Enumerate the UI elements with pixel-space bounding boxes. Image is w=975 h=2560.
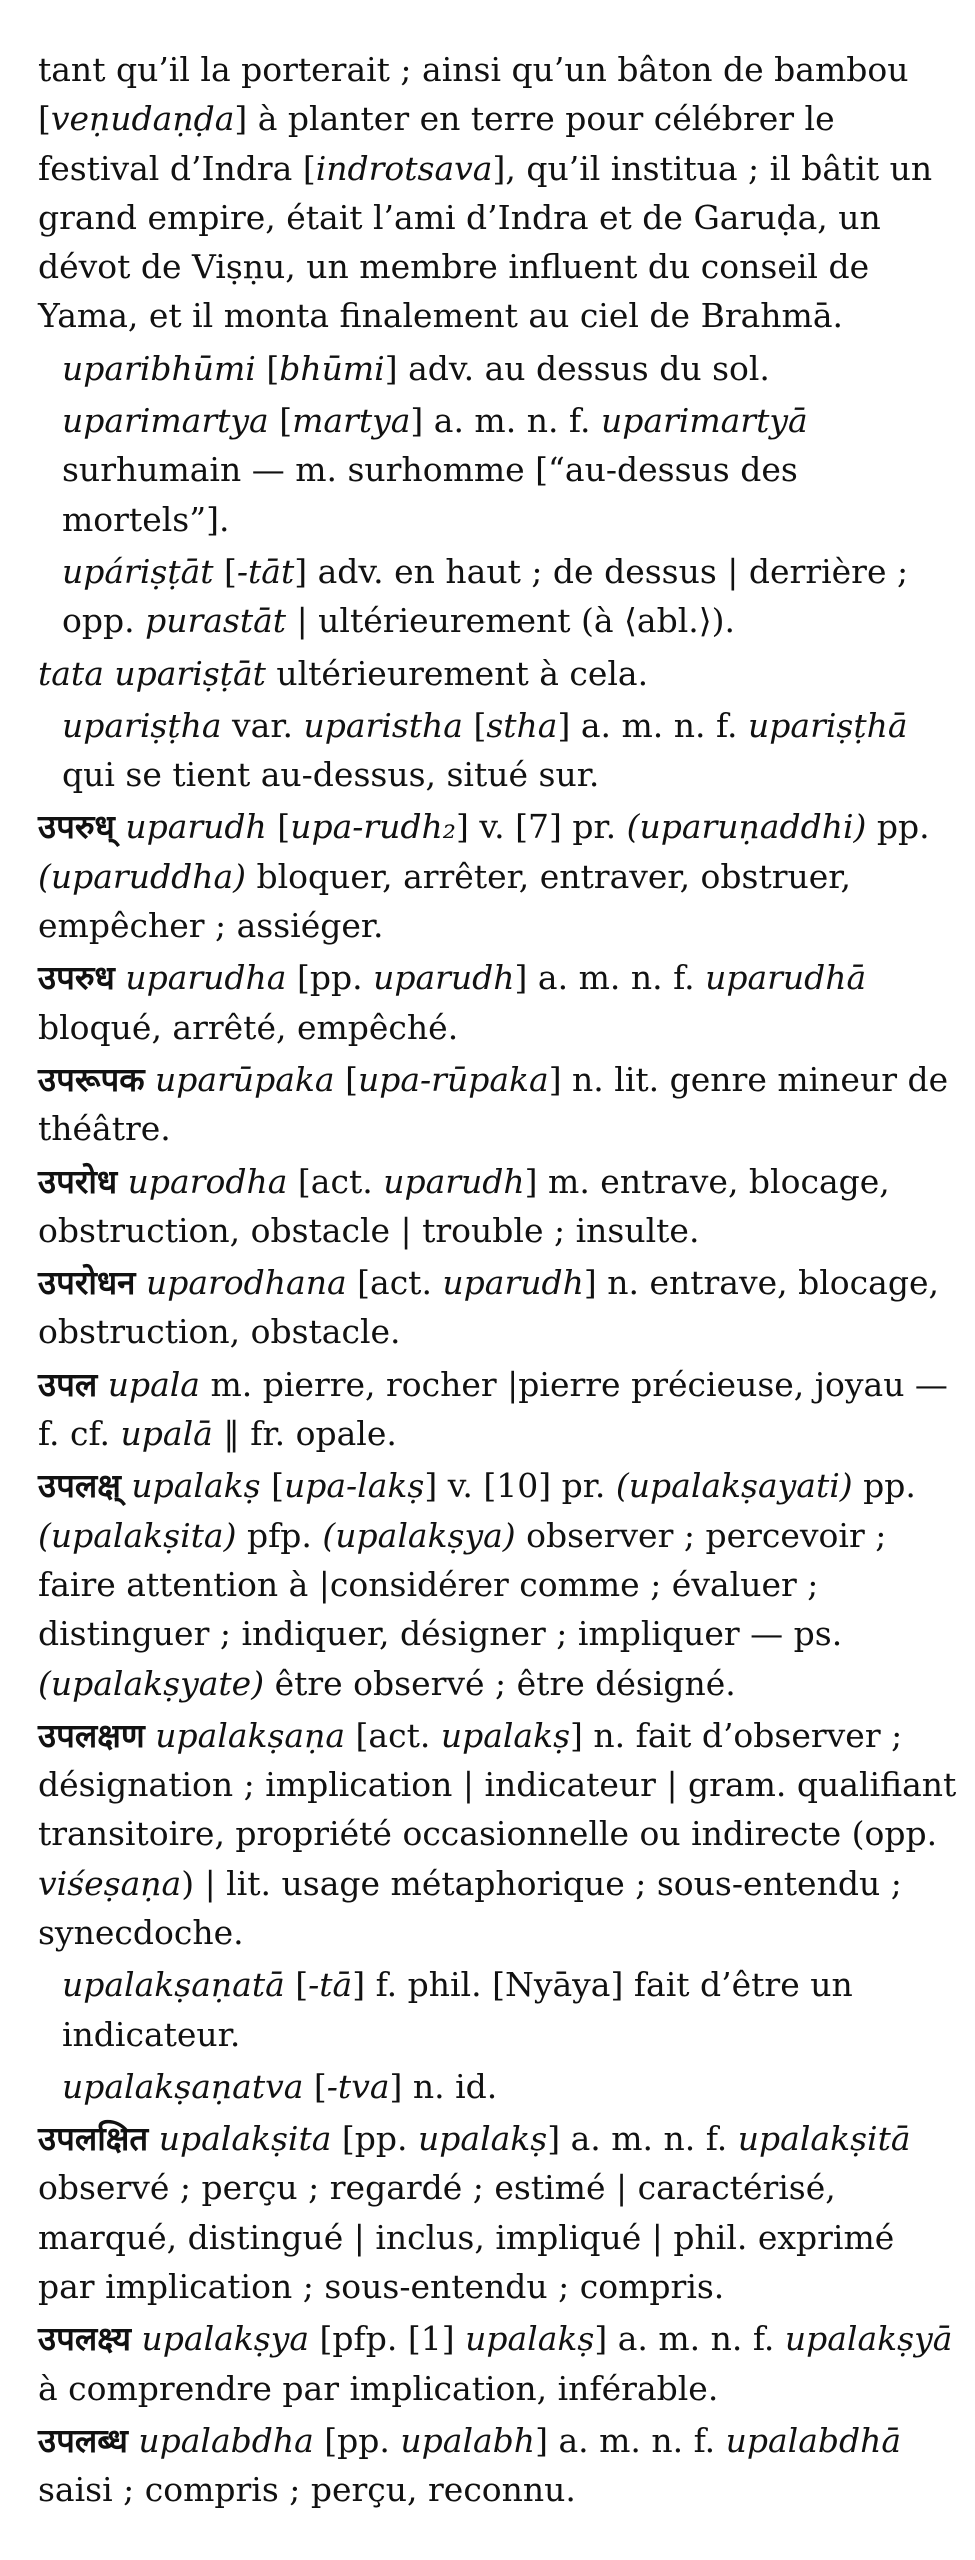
italic-term: upalakṣitā xyxy=(737,2119,911,2159)
definition-text: [ xyxy=(334,1059,358,1099)
italic-term: upalakṣyā xyxy=(784,2319,953,2359)
definition-text: observer ; percevoir ; faire attention à |considérer comme ; évaluer ; distinguer ; indiquer, désigner ; impliquer — ps. xyxy=(38,1515,887,1654)
dictionary-entry xyxy=(38,1360,961,1459)
definition-text: ] n. id. xyxy=(389,2066,498,2106)
italic-term: uparudha xyxy=(114,958,287,998)
italic-term: upalakṣita xyxy=(148,2119,332,2159)
italic-term: upalakṣaṇa xyxy=(144,1715,346,1755)
italic-term: upalakṣ xyxy=(465,2319,595,2359)
italic-term: uparimartyā xyxy=(600,401,808,441)
definition-text: [ xyxy=(303,2066,327,2106)
definition-text: [act. xyxy=(345,1715,441,1755)
definition-text: bloqué, arrêté, empêché. xyxy=(38,1007,459,1047)
definition-text: pfp. xyxy=(236,1515,323,1555)
italic-term: indrotsava xyxy=(315,148,493,188)
definition-text: [ xyxy=(266,807,291,847)
headword-devanagari: उपरुध xyxy=(38,958,115,998)
italic-term: upalakṣaṇatva xyxy=(62,2066,304,2106)
italic-term: uparodha xyxy=(117,1161,288,1201)
definition-text: tant qu’il la porterait ; ainsi qu’un bâton de bambou [ xyxy=(38,50,909,139)
dictionary-entry xyxy=(38,1055,961,1154)
italic-term: (upalakṣayati) xyxy=(615,1466,853,1506)
definition-text: observé ; perçu ; regardé ; estimé | caractérisé, marqué, distingué | inclus, impliqué | phil. exprimé par implication ; sous-entendu ; compris. xyxy=(38,2168,895,2307)
italic-term: uparudh xyxy=(373,958,515,998)
definition-text: ] a. m. n. f. xyxy=(594,2319,785,2359)
headword-devanagari: उपलक्षण xyxy=(38,1715,145,1755)
italic-term: -tāt xyxy=(236,551,295,591)
italic-term: (upalakṣita) xyxy=(38,1515,237,1555)
headword-devanagari: उपलक्ष् xyxy=(38,1466,121,1506)
definition-text: [pp. xyxy=(331,2119,419,2159)
definition-text: ] a. m. n. f. xyxy=(410,401,601,441)
definition-text: ], qu’il institua ; il bâtit un grand empire, était l’ami d’Indra et de Garuḍa, un dévot de Viṣṇu, un membre influent du conseil de Yama, et il monta finalement au ciel de Brahmā. xyxy=(38,148,933,336)
definition-text: | ultérieurement (à ⟨abl.⟩). xyxy=(286,601,736,641)
definition-text: ] m. entrave, blocage, obstruction, obstacle | trouble ; insulte. xyxy=(38,1161,890,1250)
italic-term: upariṣṭha xyxy=(62,705,222,745)
italic-term: upa-lakṣ xyxy=(283,1466,425,1506)
definition-text: ‖ fr. opale. xyxy=(212,1414,397,1454)
definition-text: qui se tient au-dessus, situé sur. xyxy=(62,755,600,795)
headword-devanagari: उपरोधन xyxy=(38,1263,136,1303)
definition-text: ) | lit. usage métaphorique ; sous-entendu ; synecdoche. xyxy=(38,1863,902,1952)
entry-list xyxy=(38,45,961,2515)
italic-term: upalā xyxy=(120,1414,213,1454)
dictionary-entry xyxy=(38,45,961,341)
definition-text: ] n. entrave, blocage, obstruction, obstacle. xyxy=(38,1263,939,1352)
italic-term: upalakṣya xyxy=(131,2319,310,2359)
sub-entry xyxy=(38,547,961,646)
headword-devanagari: उपरूपक xyxy=(38,1059,145,1099)
italic-term: uparudh xyxy=(383,1161,525,1201)
italic-term: martya xyxy=(292,401,411,441)
italic-term: upalakṣ xyxy=(418,2119,548,2159)
italic-term: uparudh xyxy=(114,807,267,847)
italic-term: (uparuddha) xyxy=(38,856,247,896)
italic-term: tata upariṣṭāt xyxy=(38,653,266,693)
definition-text: [pfp. [1] xyxy=(309,2319,466,2359)
definition-text: ultérieurement à cela. xyxy=(265,653,649,693)
dictionary-entry xyxy=(38,649,961,698)
definition-text: ] n. fait d’observer ; désignation ; implication | indicateur | gram. qualifiant transitoire, propriété occasionnelle ou indirecte (opp. xyxy=(38,1715,957,1854)
italic-term: upalakṣ xyxy=(120,1466,261,1506)
dictionary-entry xyxy=(38,1157,961,1256)
definition-text: [act. xyxy=(287,1161,384,1201)
headword-devanagari: उपलक्ष्य xyxy=(38,2319,132,2359)
italic-term: upa-rūpaka xyxy=(357,1059,549,1099)
definition-text: pp. xyxy=(866,807,930,847)
definition-text: [ xyxy=(462,705,487,745)
definition-text: [ xyxy=(213,551,237,591)
definition-text: ] à planter en terre pour célébrer le festival d’Indra [ xyxy=(38,99,835,188)
definition-text: ] adv. en haut ; de dessus | derrière ; opp. xyxy=(62,551,909,641)
italic-term: upa-rudh₂ xyxy=(290,807,457,847)
definition-text: surhumain — m. surhomme [“au-dessus des mortels”]. xyxy=(62,450,798,539)
italic-term: (upalakṣya) xyxy=(322,1515,516,1555)
definition-text: [pp. xyxy=(286,958,374,998)
dictionary-entry xyxy=(38,2314,961,2413)
sub-entry xyxy=(38,2062,961,2111)
definition-text: bloquer, arrêter, entraver, obstruer, empêcher ; assiéger. xyxy=(38,856,851,946)
headword-devanagari: उपरोध xyxy=(38,1161,118,1201)
italic-term: upala xyxy=(97,1364,200,1404)
headword-devanagari: उपल xyxy=(38,1364,98,1404)
dictionary-entry xyxy=(38,1711,961,1957)
italic-term: uparodhana xyxy=(135,1263,347,1303)
dictionary-entry xyxy=(38,2416,961,2515)
definition-text: var. xyxy=(221,705,304,745)
italic-term: (upalakṣyate) xyxy=(38,1663,265,1703)
definition-text: ] a. m. n. f. xyxy=(547,2119,738,2159)
sub-entry xyxy=(38,701,961,800)
italic-term: stha xyxy=(486,705,558,745)
headword-devanagari: उपरुध् xyxy=(38,807,115,847)
definition-text: ] n. lit. genre mineur de théâtre. xyxy=(38,1059,949,1149)
italic-term: veṇudaṇḍa xyxy=(50,99,235,139)
italic-term: upalakṣ xyxy=(440,1715,571,1755)
italic-term: upalabdha xyxy=(127,2420,314,2460)
italic-term: viśeṣaṇa xyxy=(38,1863,182,1903)
italic-term: uparibhūmi xyxy=(62,348,256,388)
italic-term: upariṣṭhā xyxy=(748,705,908,745)
definition-text: saisi ; compris ; perçu, reconnu. xyxy=(38,2470,576,2510)
definition-text: [ xyxy=(284,1965,309,2005)
definition-text: pp. xyxy=(852,1466,916,1506)
sub-entry xyxy=(38,1960,961,2059)
definition-text: ] f. phil. [Nyāya] fait d’être un indicateur. xyxy=(62,1965,853,2054)
headword-devanagari: उपलक्षित xyxy=(38,2119,149,2159)
italic-term: -tva xyxy=(326,2066,390,2106)
italic-term: uparimartya xyxy=(62,401,269,441)
dictionary-entry xyxy=(38,1258,961,1357)
italic-term: upalabdhā xyxy=(725,2420,902,2460)
italic-term: uparūpaka xyxy=(144,1059,335,1099)
italic-term: uparudhā xyxy=(705,958,867,998)
italic-term: purastāt xyxy=(145,601,287,641)
italic-term: upalakṣaṇatā xyxy=(62,1965,285,2005)
definition-text: ] a. m. n. f. xyxy=(535,2420,726,2460)
italic-term: (uparuṇaddhi) xyxy=(626,807,867,847)
definition-text: [ xyxy=(255,348,280,388)
definition-text: ] adv. au dessus du sol. xyxy=(384,348,770,388)
italic-term: upalabh xyxy=(400,2420,536,2460)
italic-term: uparistha xyxy=(303,705,463,745)
sub-entry xyxy=(38,396,961,544)
definition-text: être observé ; être désigné. xyxy=(264,1663,736,1703)
definition-text: [ xyxy=(260,1466,284,1506)
italic-term: upáriṣṭāt xyxy=(62,551,214,591)
definition-text: ] v. [7] pr. xyxy=(456,807,627,847)
definition-text: [pp. xyxy=(313,2420,401,2460)
italic-term: -tā xyxy=(308,1965,353,2005)
definition-text: [act. xyxy=(346,1263,443,1303)
dictionary-entry xyxy=(38,953,961,1052)
definition-text: à comprendre par implication, inférable. xyxy=(38,2368,719,2408)
italic-term: uparudh xyxy=(442,1263,584,1303)
definition-text: ] a. m. n. f. xyxy=(514,958,706,998)
definition-text: ] v. [10] pr. xyxy=(424,1466,616,1506)
headword-devanagari: उपलब्ध xyxy=(38,2420,128,2460)
dictionary-entry xyxy=(38,802,961,950)
dictionary-entry xyxy=(38,1461,961,1707)
definition-text: ] a. m. n. f. xyxy=(557,705,749,745)
italic-term: bhūmi xyxy=(279,348,385,388)
dictionary-entry xyxy=(38,2114,961,2311)
definition-text: m. pierre, rocher |pierre précieuse, joyau — f. cf. xyxy=(38,1364,948,1454)
definition-text: [ xyxy=(268,401,293,441)
sub-entry xyxy=(38,344,961,393)
